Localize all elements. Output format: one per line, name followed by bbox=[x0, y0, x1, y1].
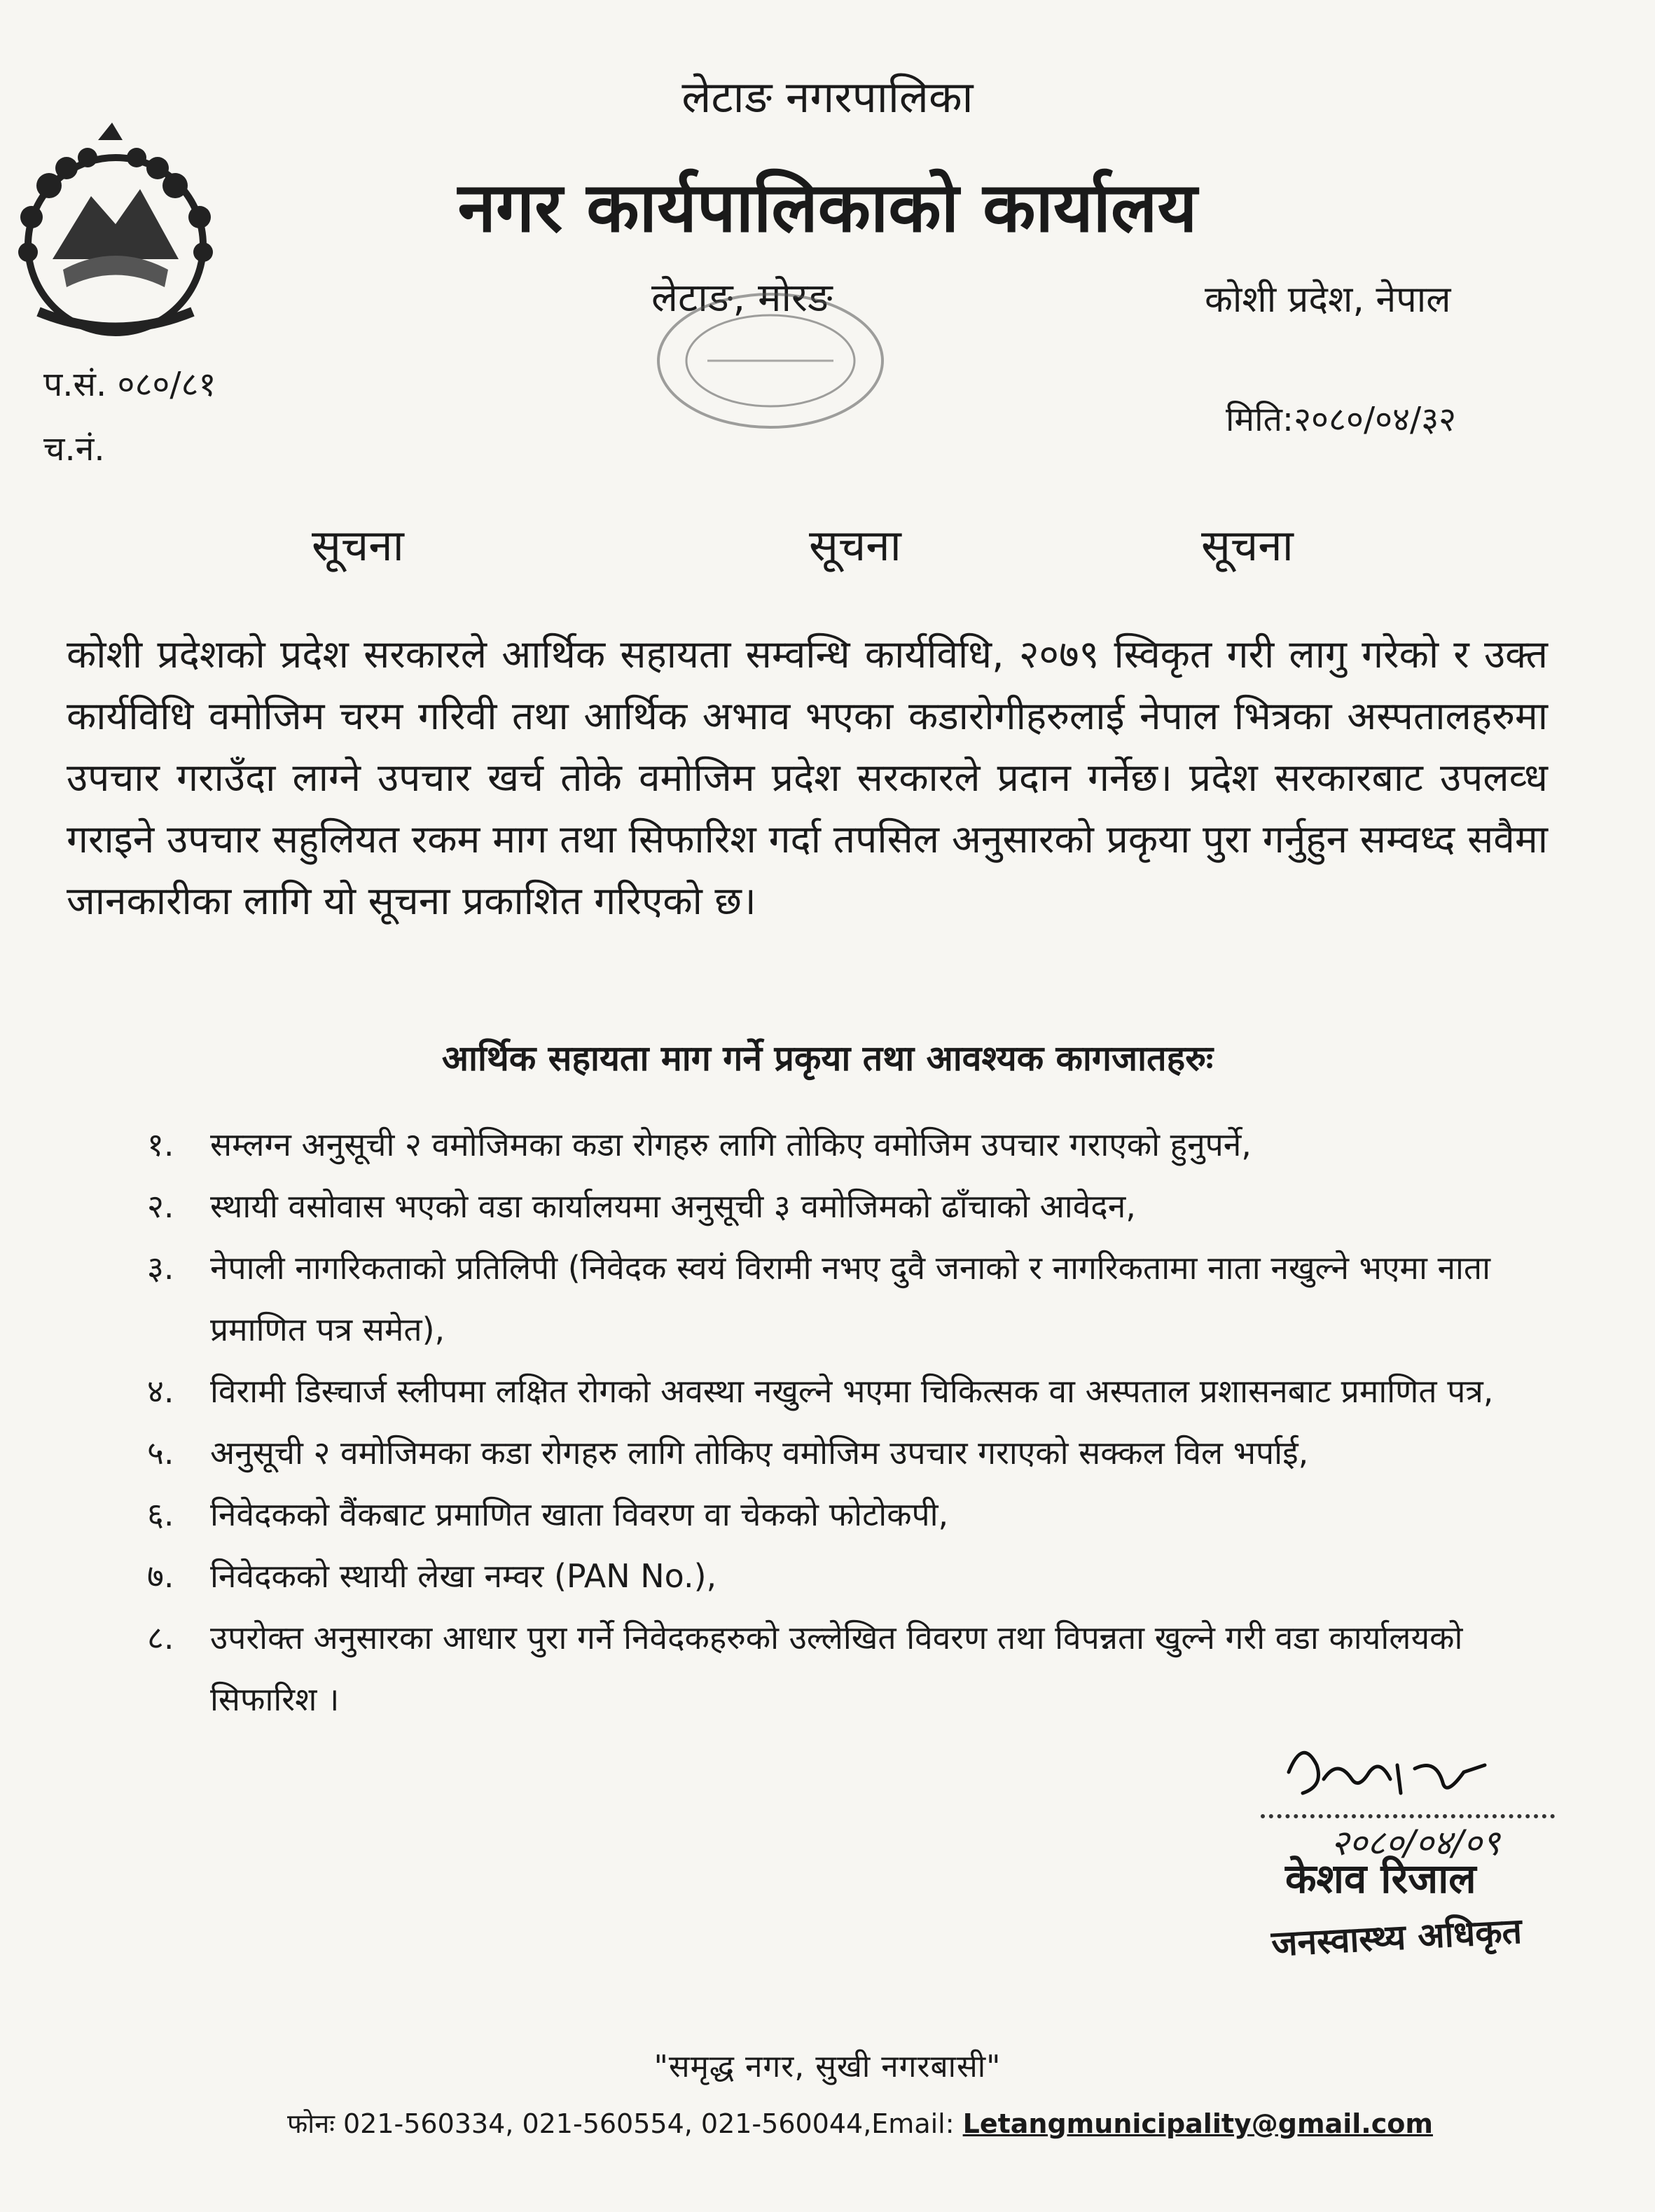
section-heading: आर्थिक सहायता माग गर्ने प्रकृया तथा आवश्यक कागजातहरुः bbox=[441, 1038, 1214, 1079]
office-title: नगर कार्यपालिकाको कार्यालय bbox=[457, 168, 1198, 248]
item-text: नेपाली नागरिकताको प्रतिलिपी (निवेदक स्वयं विरामी नभए दुवै जनाको र नागरिकतामा नाता नखुल्ने भएमा नाता प्रमाणित पत्र समेत), bbox=[210, 1249, 1491, 1348]
signatory-name: केशव रिजाल bbox=[1285, 1855, 1476, 1902]
footer-motto: "समृद्ध नगर, सुखी नगरबासी" bbox=[653, 2049, 1002, 2085]
list-item bbox=[147, 1607, 1527, 1730]
list-item bbox=[147, 1114, 1527, 1175]
list-item bbox=[147, 1237, 1527, 1360]
province-line: कोशी प्रदेश, नेपाल bbox=[1205, 279, 1451, 321]
item-text: निवेदकको स्थायी लेखा नम्वर (PAN No.), bbox=[210, 1557, 717, 1595]
signature-date: २०८०/०४/०९ bbox=[1331, 1823, 1500, 1863]
notice-word: सूचना bbox=[809, 520, 901, 571]
item-text: स्थायी वसोवास भएको वडा कार्यालयमा अनुसूची ३ वमोजिमको ढाँचाको आवेदन, bbox=[210, 1187, 1136, 1225]
municipality-name: लेटाङ नगरपालिका bbox=[681, 71, 974, 123]
office-address: लेटाङ, मोरङ bbox=[651, 275, 833, 321]
list-item bbox=[147, 1360, 1527, 1422]
footer-email-link[interactable]: Letangmunicipality@gmail.com bbox=[962, 2108, 1433, 2139]
item-text: अनुसूची २ वमोजिमका कडा रोगहरु लागि तोकिए वमोजिम उपचार गराएको सक्कल विल भर्पाई, bbox=[210, 1434, 1309, 1472]
footer-contact bbox=[287, 2105, 1433, 2141]
footer-email-label: Email: bbox=[871, 2108, 955, 2139]
item-number: २. bbox=[147, 1187, 174, 1225]
item-text: उपरोक्त अनुसारका आधार पुरा गर्ने निवेदकहरुको उल्लेखित विवरण तथा विपन्नता खुल्ने गरी वडा कार्यालयको सिफारिश । bbox=[210, 1619, 1463, 1718]
item-number: ३. bbox=[147, 1249, 174, 1287]
document-date: मिति:२०८०/०४/३२ bbox=[1226, 400, 1457, 439]
notice-body: कोशी प्रदेशको प्रदेश सरकारले आर्थिक सहायता सम्वन्धि कार्यविधि, २०७९ स्विकृत गरी लागु गरेको र उक्त कार्यविधि वमोजिम चरम गरिवी तथा आर्थिक अभाव भएका कडारोगीहरुलाई नेपाल भित्रका अस्पतालहरुमा उपचार गराउँदा लाग्ने उपचार खर्च तोके वमोजिम प्रदेश सरकारले प्रदान गर्नेछ। प्रदेश सरकारबाट उपलव्ध गराइने उपचार सहुलियत रकम माग तथा सिफारिश गर्दा तपसिल अनुसारको प्रकृया पुरा गर्नुहुन सम्वध्द सवैमा जानकारीका लागि यो सूचना प्रकाशित गरिएको छ। bbox=[67, 632, 1548, 923]
item-number: १. bbox=[147, 1126, 174, 1163]
notice-word: सूचना bbox=[1201, 520, 1294, 571]
item-text: विरामी डिस्चार्ज स्लीपमा लक्षित रोगको अवस्था नखुल्ने भएमा चिकित्सक वा अस्पताल प्रशासनबाट प्रमाणित पत्र, bbox=[210, 1372, 1494, 1410]
item-text: सम्लग्न अनुसूची २ वमोजिमका कडा रोगहरु लागि तोकिए वमोजिम उपचार गराएको हुनुपर्ने, bbox=[210, 1126, 1252, 1163]
list-item bbox=[147, 1422, 1527, 1484]
item-number: ८. bbox=[147, 1619, 174, 1657]
item-number: ७. bbox=[147, 1557, 174, 1595]
requirements-list bbox=[147, 1114, 1527, 1730]
footer-phone: फोनः 021-560334, 021-560554, 021-560044, bbox=[287, 2108, 872, 2139]
item-text: निवेदकको वैंकबाट प्रमाणित खाता विवरण वा चेकको फोटोकपी, bbox=[210, 1495, 949, 1533]
list-item bbox=[147, 1484, 1527, 1545]
signatory-title: जनस्वास्थ्य अधिकृत bbox=[1270, 1910, 1523, 1965]
office-stamp bbox=[651, 287, 889, 434]
item-number: ४. bbox=[147, 1372, 174, 1410]
item-number: ५. bbox=[147, 1434, 174, 1472]
list-item bbox=[147, 1545, 1527, 1607]
chalani-number: च.नं. bbox=[43, 429, 105, 469]
item-number: ६. bbox=[147, 1495, 174, 1533]
notice-word: सूचना bbox=[312, 520, 404, 571]
list-item bbox=[147, 1175, 1527, 1237]
handwritten-signature bbox=[1275, 1730, 1499, 1814]
reference-number: प.सं. ०८०/८१ bbox=[43, 365, 216, 404]
